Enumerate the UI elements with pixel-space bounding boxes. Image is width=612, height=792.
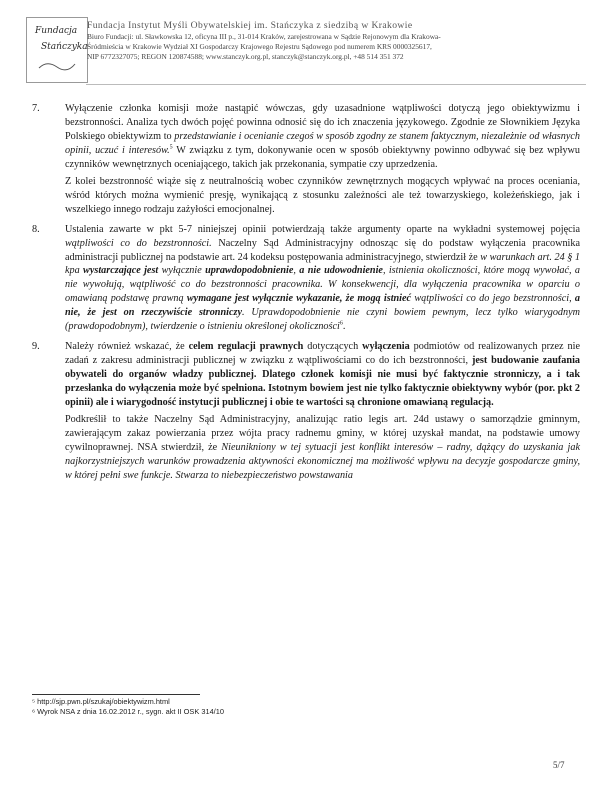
item-content: [65, 340, 580, 486]
bold-italic-text: a nie udowodnienie: [299, 265, 383, 277]
list-item-8: [32, 223, 580, 338]
text-run: Należy również wskazać, że: [65, 341, 189, 353]
foundation-name: Fundacja Instytut Myśli Obywatelskiej im. Stańczyka z siedzibą w Krakowie: [87, 20, 413, 31]
logo-text-fundacja: Fundacja: [35, 26, 78, 36]
italic-quote: Nieunikniony w tej sytuacji jest konflikt interesów – radny, dążący do uzyskania jak najkorzystniejszych warunków prowadzenia aktywności ekonomicznej ma możliwość wpływu na decyzje gospodarcze gminy, w której pełni swe funkcje. Stwarza to niebezpieczeństwo powstawania: [65, 441, 580, 481]
item-content: [65, 102, 580, 220]
text-run: Wyłączenie członka komisji może nastąpić wówczas, gdy uzasadnione wątpliwości dotyczą jego obiektywizmu i bezstronności. Analiza tych dwóch pojęć powinna odnosić się do ich znaczenia językowego. Zgodnie ze Słownikiem Języka Polskiego obiektywizm to: [65, 103, 580, 142]
italic-quote: , istnienia okoliczności, które mogą wywołać, a nie wywołują, wątpliwość co do bezstronności pracownika. W konsekwencji, dla wyłączenia pracownika w oparciu o omawianą podstawę prawną: [65, 265, 580, 305]
text-run: podmiotów od realizowanych przez nie zadań z zakresu administracji publicznej w związku z wątpliwościami co do ich bezstronności,: [65, 341, 580, 367]
logo-flourish-icon: [37, 58, 77, 74]
paragraph: [65, 413, 580, 483]
footnote-ref: 5: [169, 144, 173, 151]
footnote-6: ⁶ Wyrok NSA z dnia 16.02.2012 r., sygn. akt II OSK 314/10: [32, 707, 224, 716]
footnote-divider: [32, 694, 200, 695]
text-run: Podkreślił to także Naczelny Sąd Administracyjny, analizując ratio legis art. 24d ustawy o samorządzie gminnym, zawierającym zakaz powierzania przez wójta pracy radnemu gminy, w której uzyskał mandat, na podstawie umowy cywilnoprawnej. NSA stwierdził, że: [65, 414, 580, 453]
paragraph: [65, 340, 580, 410]
paragraph: Z kolei bezstronność wiąże się z neutralnością wobec czynników zewnętrznych mogących wpływać na proces oceniania, wśród których można wymienić presję, wynikającą z stosunku zależności ale też towarzyskiego, koleżeńskiego, jak i wszelkiego innego rodzaju zażyłości emocjonalnej.: [65, 175, 580, 215]
header-divider: [86, 84, 586, 85]
bold-italic-text: a nie, że jest on rzeczywiście stronniczy: [65, 293, 580, 319]
address-line-2: Śródmieścia w Krakowie Wydział XI Gospodarczy Krajowego Rejestru Sądowego pod numerem KRS 0000325617,: [87, 42, 432, 51]
document-body: [32, 102, 580, 486]
text-run: dotyczących: [303, 341, 363, 353]
italic-term: wątpliwości co do bezstronności.: [65, 237, 212, 249]
item-number: 9.: [32, 341, 40, 353]
address-line-3: NIP 6772327075; REGON 120874588; www.stanczyk.org.pl, stanczyk@stanczyk.org.pl, +48 514 351 372: [87, 52, 404, 61]
footnote-5: ⁵ http://sjp.pwn.pl/szukaj/obiektywizm.html: [32, 697, 170, 706]
bold-text: celem regulacji prawnych: [188, 341, 304, 353]
letterhead-text: [87, 20, 587, 62]
footnotes: [32, 697, 572, 717]
bold-italic-text: wymagane jest wyłącznie wykazanie, że mogą istnieć: [186, 293, 412, 305]
italic-quote: wyłącznie: [158, 265, 206, 277]
list-item-7: [32, 102, 580, 220]
address-line-1: Biuro Fundacji: ul. Sławkowska 12, oficyna III p., 31-014 Kraków, zarejestrowana w Sądzie Rejonowym dla Krakowa-: [87, 32, 441, 41]
item-content: [65, 223, 580, 338]
bold-italic-text: wystarczające jest: [83, 265, 159, 277]
item-number: 8.: [32, 223, 40, 235]
text-run: .: [342, 321, 346, 333]
page-number: 5/7: [553, 760, 565, 770]
item-number: 7.: [32, 103, 40, 114]
italic-quote: . Uprawdopodobnienie nie czyni bowiem pewnym, lecz tylko wiarygodnym (prawdopodobnym), twierdzenie o istnieniu określonej okoliczności: [65, 307, 580, 333]
italic-quote: przedstawianie i ocenianie czegoś w sposób zgodny ze stanem faktycznym, niezależnie od własnych opinii, uczuć i interesów.: [65, 130, 580, 156]
logo-text-stanczyka: Stańczyka: [41, 42, 88, 52]
text-run: W związku z tym, dokonywanie ocen w sposób obiektywny powinno odbywać się bez wpływu czynników wewnętrznych oceniającego, takich jak przekonania, sympatie czy uprzedzenia.: [65, 144, 580, 170]
paragraph: [65, 102, 580, 172]
foundation-logo: [26, 17, 88, 83]
italic-quote: wątpliwości co do jego bezstronności,: [411, 293, 575, 305]
list-item-9: [32, 340, 580, 486]
text-run: Naczelny Sąd Administracyjny odnosząc się do podstaw wyłączenia pracownika administracji publicznej na podstawie art. 24 kodeksu postępowania administracyjnego, stwierdził że: [65, 237, 580, 263]
letterhead: [26, 17, 586, 85]
bold-italic-text: uprawdopodobnienie: [205, 265, 294, 277]
paragraph: [65, 223, 580, 335]
italic-quote: w warunkach art. 24 § 1 kpa: [65, 251, 580, 277]
bold-text: wyłączenia: [362, 341, 410, 353]
italic-quote: ,: [293, 265, 300, 277]
bold-text: jest budowanie zaufania obywateli do organów władzy publicznej. Dlatego członek komisji nie musi być faktycznie stronniczy, a i tak przesłanka do wyłączenia może być spełniona. Istotnym bowiem jest nie tylko faktycznie obiektywny wybór (por. pkt 2 opinii) ale i wiarygodność instytucji publicznej i obie te wartości są chronione omawianą regulacją.: [65, 355, 580, 409]
text-run: Ustalenia zawarte w pkt 5-7 niniejszej opinii potwierdzają także argumenty oparte na wykładni systemowej pojęcia: [65, 223, 580, 235]
footnote-ref: 6: [339, 320, 343, 327]
